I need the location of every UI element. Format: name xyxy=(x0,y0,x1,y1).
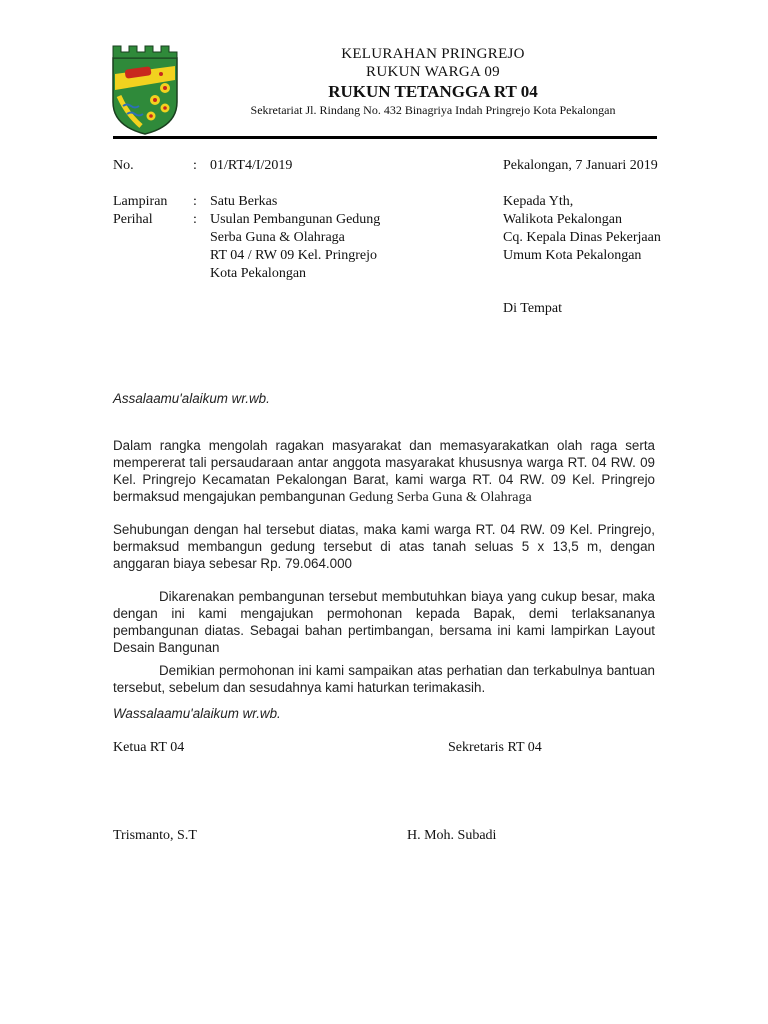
perihal-line: Usulan Pembangunan Gedung xyxy=(210,212,381,227)
letterhead-divider xyxy=(113,136,657,139)
recipient-line: Walikota Pekalongan xyxy=(503,212,623,227)
perihal-line: Serba Guna & Olahraga xyxy=(210,230,345,245)
place-date: Pekalongan, 7 Januari 2019 xyxy=(503,158,658,173)
letterhead-rukun-tetangga: RUKUN TETANGGA RT 04 xyxy=(328,82,538,101)
paragraph-2: Sehubungan dengan hal tersebut diatas, maka kami warga RT. 04 RW. 09 Kel. Pringrejo, bermaksud membangun gedung tersebut di atas tanah seluas 5 x 13,5 m, dengan anggaran biaya sebesar Rp. 79.064.000 xyxy=(113,522,655,571)
lampiran-label: Lampiran xyxy=(113,194,168,209)
greeting: Assalaamu'alaikum wr.wb. xyxy=(113,391,270,406)
letterhead-rukun-warga: RUKUN WARGA 09 xyxy=(366,64,500,80)
letterhead-kelurahan: KELURAHAN PRINGREJO xyxy=(341,46,525,62)
recipient-line: Umum Kota Pekalongan xyxy=(503,248,642,263)
no-label: No. xyxy=(113,158,134,173)
di-tempat: Di Tempat xyxy=(503,301,563,316)
signature-title-sekretaris: Sekretaris RT 04 xyxy=(448,740,542,755)
lampiran-colon: : xyxy=(193,194,197,209)
paragraph-1-project: Gedung Serba Guna & Olahraga xyxy=(348,490,532,505)
perihal-label: Perihal xyxy=(113,212,153,227)
lampiran-value: Satu Berkas xyxy=(210,194,278,209)
perihal-colon: : xyxy=(193,212,197,227)
no-colon: : xyxy=(193,158,197,173)
letterhead-address: Sekretariat Jl. Rindang No. 432 Binagriya Indah Pringrejo Kota Pekalongan xyxy=(250,103,616,117)
perihal-line: RT 04 / RW 09 Kel. Pringrejo xyxy=(210,248,378,263)
recipient-line: Kepada Yth, xyxy=(503,194,574,209)
paragraph-1 xyxy=(113,437,655,506)
city-emblem-logo xyxy=(111,44,179,136)
paragraph-1-text: Dalam rangka mengolah ragakan masyarakat dan memasyarakatkan olah raga serta mempererat tali persaudaraan antar anggota masyarakat khususnya warga RT. 04 RW. 09 Kel. Pringrejo Kecamatan Pekalongan Barat, kami warga RT. 04 RW. 09 Kel. Pringrejo bermaksud mengajukan pembangunan xyxy=(113,438,655,504)
no-value: 01/RT4/I/2019 xyxy=(210,158,293,173)
signature-title-ketua: Ketua RT 04 xyxy=(113,740,185,755)
signature-name-ketua: Trismanto, S.T xyxy=(113,828,197,843)
signature-name-sekretaris: H. Moh. Subadi xyxy=(407,828,497,843)
paragraph-3: Dikarenakan pembangunan tersebut membutuhkan biaya yang cukup besar, maka dengan ini kami mengajukan permohonan kepada Bapak, demi terlaksananya pembangunan diatas. Sebagai bahan pertimbangan, bersama ini kami lampirkan Layout Desain Bangunan xyxy=(113,589,655,655)
recipient-line: Cq. Kepala Dinas Pekerjaan xyxy=(503,230,661,245)
perihal-line: Kota Pekalongan xyxy=(210,266,307,281)
closing-salutation: Wassalaamu'alaikum wr.wb. xyxy=(113,706,281,721)
paragraph-4: Demikian permohonan ini kami sampaikan atas perhatian dan terkabulnya bantuan tersebut, sebelum dan sesudahnya kami haturkan terimakasih. xyxy=(113,663,655,695)
